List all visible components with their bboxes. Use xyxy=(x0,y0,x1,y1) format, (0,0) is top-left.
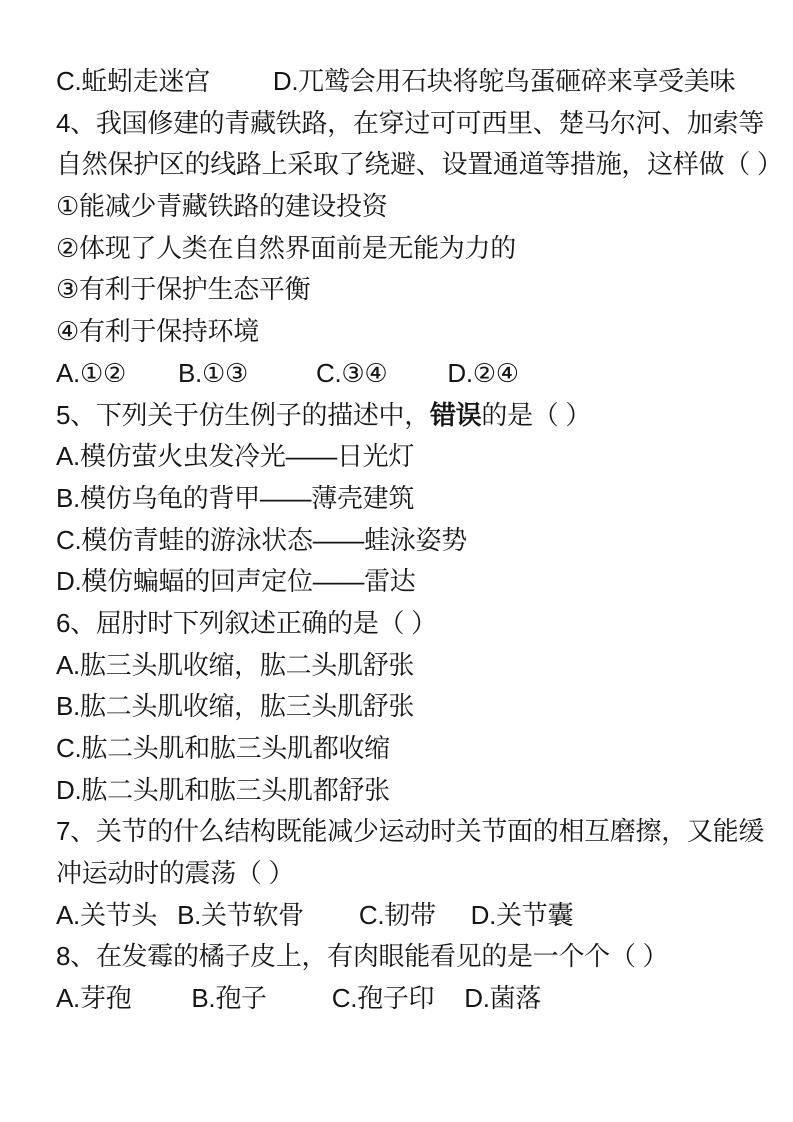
question-5-option-d: D.模仿蝙蝠的回声定位——雷达 xyxy=(56,566,416,597)
question-6-option-d: D.肱二头肌和肱三头肌都舒张 xyxy=(56,774,390,805)
question-3-option-c: C.蚯蚓走迷宫 xyxy=(56,66,210,96)
question-5-option-b: B.模仿乌龟的背甲——薄壳建筑 xyxy=(56,482,415,513)
question-8-option-d: D.菌落 xyxy=(464,983,542,1014)
question-7-option-b: B.关节软骨 xyxy=(177,899,304,930)
question-8-option-b: B.孢子 xyxy=(191,983,267,1014)
question-4-stem-line-1: 4、我国修建的青藏铁路，在穿过可可西里、楚马尔河、加索等 xyxy=(56,107,765,138)
question-3-options-row xyxy=(56,61,756,103)
question-5-stem-bold-emphasis: 错误 xyxy=(429,399,482,430)
question-4-option-d: D.②④ xyxy=(447,357,519,388)
question-4-statement-2: ②体现了人类在自然界面前是无能为力的 xyxy=(56,232,516,263)
question-7-option-a: A.关节头 xyxy=(56,899,158,930)
exam-document-page xyxy=(56,61,783,1020)
question-3-option-d: D.兀鹫会用石块将鸵鸟蛋砸碎来享受美味 xyxy=(272,66,736,96)
question-5-option-a: A.模仿萤火虫发冷光——日光灯 xyxy=(56,441,415,472)
question-5-option-c: C.模仿青蛙的游泳状态——蛙泳姿势 xyxy=(56,524,467,555)
question-6-stem: 6、屈肘时下列叙述正确的是（ ） xyxy=(56,607,437,638)
question-7-options-row xyxy=(56,895,756,937)
question-4-statement-4: ④有利于保持环境 xyxy=(56,316,259,347)
question-4-option-b: B.①③ xyxy=(177,357,248,388)
question-7-stem-line-2: 冲运动时的震荡（ ） xyxy=(56,858,295,889)
question-6-option-b: B.肱二头肌收缩，肱三头肌舒张 xyxy=(56,691,415,722)
question-4-option-a: A.①② xyxy=(56,357,126,388)
question-7-stem-line-1: 7、关节的什么结构既能减少运动时关节面的相互磨擦，又能缓 xyxy=(56,816,765,847)
question-5-stem-suffix: 的是（ ） xyxy=(481,399,592,430)
question-4-option-c: C.③④ xyxy=(315,357,388,388)
question-8-option-c: C.孢子印 xyxy=(331,983,435,1014)
question-7-option-c: C.韧带 xyxy=(358,899,436,930)
question-5-stem xyxy=(56,395,756,437)
question-8-stem: 8、在发霉的橘子皮上，有肉眼能看见的是一个个（ ） xyxy=(56,941,669,972)
question-4-options-row xyxy=(56,353,756,395)
question-7-option-d: D.关节囊 xyxy=(470,899,574,930)
question-4-statement-1: ①能减少青藏铁路的建设投资 xyxy=(56,191,388,222)
question-8-options-row xyxy=(56,978,756,1020)
question-5-stem-prefix: 5、下列关于仿生例子的描述中， xyxy=(56,399,430,430)
question-8-option-a: A.芽孢 xyxy=(56,983,132,1014)
question-6-option-c: C.肱二头肌和肱三头肌都收缩 xyxy=(56,733,390,763)
question-4-statement-3: ③有利于保护生态平衡 xyxy=(56,274,311,305)
question-6-option-a: A.肱三头肌收缩，肱二头肌舒张 xyxy=(56,649,415,680)
question-4-stem-line-2: 自然保护区的线路上采取了绕避、设置通道等措施，这样做（ ） xyxy=(56,149,783,180)
